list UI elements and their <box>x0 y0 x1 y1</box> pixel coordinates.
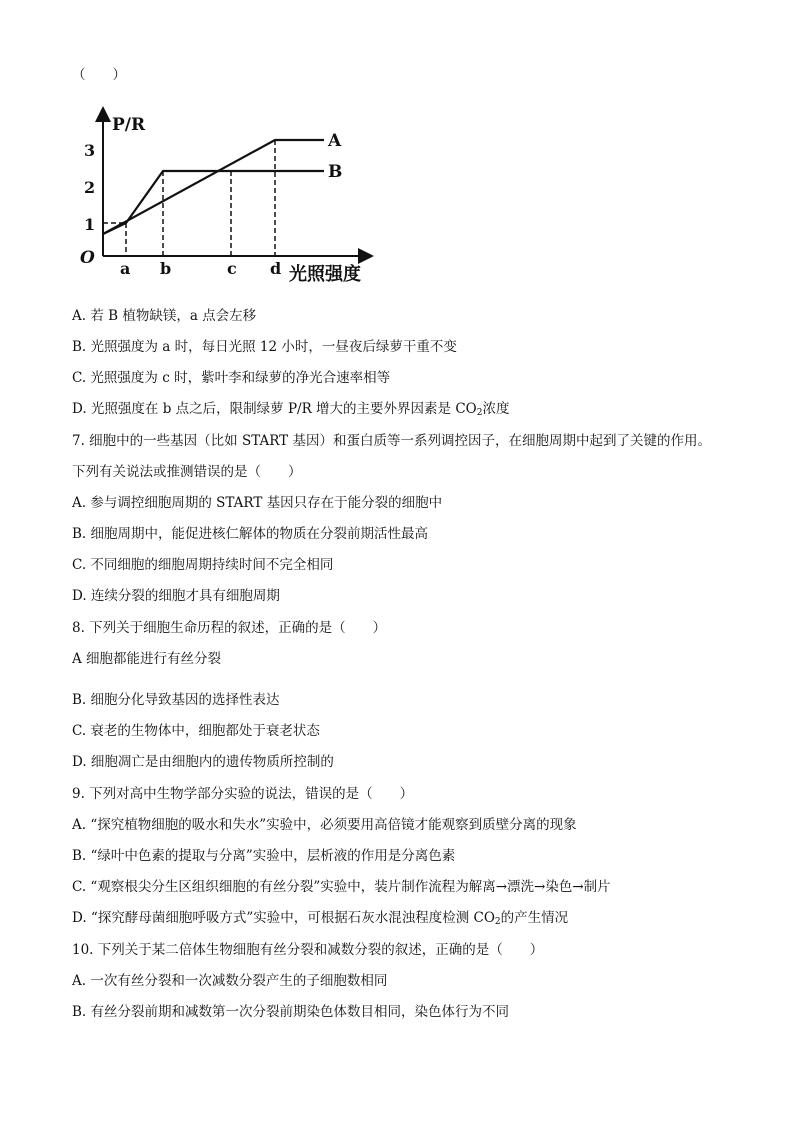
y-tick-1: 1 <box>84 215 96 234</box>
q6-option-d: D. 光照强度在 b 点之后，限制绿萝 P/R 增大的主要外界因素是 $CO_2$浓度 <box>72 401 510 418</box>
x-tick-a: a <box>120 259 131 278</box>
origin-label: O <box>80 248 95 268</box>
q7-option-b: B. 细胞周期中，能促进核仁解体的物质在分裂前期活性最高 <box>72 526 429 542</box>
q7-option-a: A. 参与调控细胞周期的 START 基因只存在于能分裂的细胞中 <box>72 495 443 511</box>
q8-option-a: A 细胞都能进行有丝分裂 <box>72 651 222 667</box>
y-tick-3: 3 <box>84 141 96 160</box>
q9-option-c: C. “观察根尖分生区组织细胞的有丝分裂”实验中，装片制作流程为解离→漂洗→染色→制片 <box>72 879 611 895</box>
q9-option-b: B. “绿叶中色素的提取与分离”实验中，层析液的作用是分离色素 <box>72 848 456 864</box>
q9-option-d: D. “探究酵母菌细胞呼吸方式”实验中，可根据石灰水混浊程度检测 $CO_2$的产生情况 <box>72 910 569 927</box>
pr-light-graph <box>76 106 386 282</box>
q10-stem: 10. 下列关于某二倍体生物细胞有丝分裂和减数分裂的叙述，正确的是（ ） <box>72 942 544 958</box>
y-tick-2: 2 <box>84 178 96 197</box>
q6-option-c: C. 光照强度为 c 时，紫叶李和绿萝的净光合速率相等 <box>72 370 391 386</box>
q8-option-c: C. 衰老的生物体中，细胞都处于衰老状态 <box>72 723 320 739</box>
q8-option-d: D. 细胞凋亡是由细胞内的遗传物质所控制的 <box>72 754 334 770</box>
q9-stem: 9. 下列对高中生物学部分实验的说法，错误的是（ ） <box>72 786 414 802</box>
curve-a-label: A <box>328 131 342 151</box>
x-tick-c: c <box>227 259 237 278</box>
q7-stem-line2: 下列有关说法或推测错误的是（ ） <box>72 464 302 480</box>
q7-option-d: D. 连续分裂的细胞才具有细胞周期 <box>72 588 280 604</box>
q8-option-b: B. 细胞分化导致基因的选择性表达 <box>72 692 280 708</box>
curve-a <box>103 140 324 234</box>
question-bracket: （ ） <box>72 67 126 83</box>
curve-b-label: B <box>328 162 343 182</box>
curve-b <box>103 171 324 234</box>
q10-option-b: B. 有丝分裂前期和减数第一次分裂前期染色体数目相同，染色体行为不同 <box>72 1004 510 1020</box>
x-axis-label: 光照强度 <box>289 264 361 282</box>
q8-stem: 8. 下列关于细胞生命历程的叙述，正确的是（ ） <box>72 620 387 636</box>
x-tick-d: d <box>270 259 282 278</box>
q9-option-a: A. “探究植物细胞的吸水和失水”实验中，必须要用高倍镜才能观察到质壁分离的现象 <box>72 817 577 833</box>
q6-option-b: B. 光照强度为 a 时，每日光照 12 小时，一昼夜后绿萝干重不变 <box>72 339 457 355</box>
q6-option-a: A. 若 B 植物缺镁，a 点会左移 <box>72 308 257 324</box>
q7-option-c: C. 不同细胞的细胞周期持续时间不完全相同 <box>72 557 334 573</box>
x-tick-b: b <box>160 259 172 278</box>
q7-stem-line1: 7. 细胞中的一些基因（比如 START 基因）和蛋白质等一系列调控因子，在细胞周期中起到了关键的作用。 <box>72 433 711 449</box>
y-axis-label: P/R <box>112 115 146 135</box>
q10-option-a: A. 一次有丝分裂和一次减数分裂产生的子细胞数相同 <box>72 973 388 989</box>
